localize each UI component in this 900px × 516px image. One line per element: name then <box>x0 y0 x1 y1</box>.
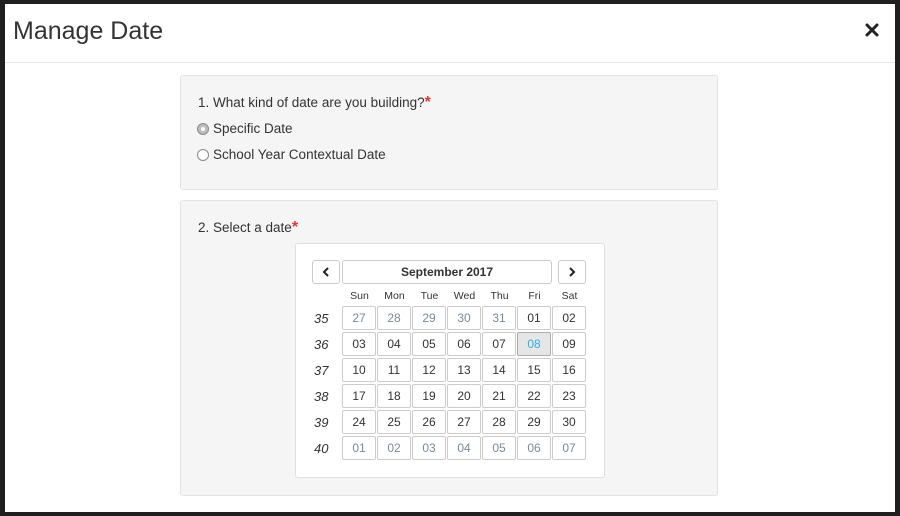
modal-header <box>5 4 895 63</box>
calendar-day[interactable]: 07 <box>552 436 586 460</box>
calendar-day[interactable]: 17 <box>342 384 376 408</box>
modal-title: Manage Date <box>13 17 164 45</box>
select-date-question-text: 2. Select a date <box>198 220 292 235</box>
radio-button-checked[interactable] <box>197 123 209 135</box>
calendar-week-row <box>312 410 587 434</box>
calendar-day[interactable]: 20 <box>447 384 481 408</box>
calendar-day[interactable]: 24 <box>342 410 376 434</box>
weekday-label: Wed <box>453 290 476 302</box>
calendar-day[interactable]: 10 <box>342 358 376 382</box>
calendar-day[interactable]: 13 <box>447 358 481 382</box>
week-number: 36 <box>314 336 329 352</box>
calendar-day[interactable]: 25 <box>377 410 411 434</box>
calendar-day[interactable]: 29 <box>517 410 551 434</box>
calendar-day[interactable]: 19 <box>412 384 446 408</box>
chevron-left-icon <box>321 267 331 277</box>
calendar-day[interactable]: 09 <box>552 332 586 356</box>
select-date-question <box>198 219 298 237</box>
week-number: 38 <box>314 388 329 404</box>
calendar-day[interactable]: 05 <box>482 436 516 460</box>
radio-label: Specific Date <box>213 121 293 136</box>
calendar-week-row <box>312 358 587 382</box>
required-mark: * <box>291 219 299 236</box>
weekday-label: Fri <box>528 290 541 302</box>
calendar-day-today[interactable]: 08 <box>517 332 551 356</box>
calendar-week-row <box>312 332 587 356</box>
calendar-day[interactable]: 15 <box>517 358 551 382</box>
calendar-week-row <box>312 384 587 408</box>
calendar-day[interactable]: 26 <box>412 410 446 434</box>
calendar-day[interactable]: 28 <box>377 306 411 330</box>
required-mark: * <box>424 94 431 111</box>
calendar-day[interactable]: 06 <box>447 332 481 356</box>
calendar-day[interactable]: 04 <box>447 436 481 460</box>
calendar-day[interactable]: 31 <box>482 306 516 330</box>
calendar-day[interactable]: 03 <box>412 436 446 460</box>
manage-date-modal <box>5 4 895 512</box>
date-kind-question-text: 1. What kind of date are you building? <box>198 95 425 110</box>
radio-specific-date[interactable] <box>197 121 293 136</box>
date-picker <box>295 243 605 478</box>
calendar-day[interactable]: 12 <box>412 358 446 382</box>
calendar-day[interactable]: 23 <box>552 384 586 408</box>
calendar-day[interactable]: 11 <box>377 358 411 382</box>
calendar-day[interactable]: 16 <box>552 358 586 382</box>
calendar-day[interactable]: 27 <box>342 306 376 330</box>
weekday-label: Mon <box>384 290 405 302</box>
week-number: 37 <box>314 362 329 378</box>
radio-button-unchecked[interactable] <box>197 149 209 161</box>
calendar-day[interactable]: 02 <box>377 436 411 460</box>
calendar-week-row <box>312 306 587 330</box>
week-number: 35 <box>314 310 329 326</box>
calendar-day[interactable]: 30 <box>447 306 481 330</box>
calendar-day[interactable]: 29 <box>412 306 446 330</box>
calendar-day[interactable]: 06 <box>517 436 551 460</box>
calendar-day[interactable]: 01 <box>517 306 551 330</box>
calendar-day[interactable]: 14 <box>482 358 516 382</box>
previous-month-button[interactable] <box>312 260 340 284</box>
calendar-day[interactable]: 22 <box>517 384 551 408</box>
radio-label: School Year Contextual Date <box>213 147 386 162</box>
close-icon[interactable] <box>865 23 879 37</box>
chevron-right-icon <box>567 267 577 277</box>
date-kind-question <box>198 94 431 112</box>
calendar-day[interactable]: 05 <box>412 332 446 356</box>
next-month-button[interactable] <box>558 260 586 284</box>
calendar-day[interactable]: 01 <box>342 436 376 460</box>
calendar-day[interactable]: 28 <box>482 410 516 434</box>
calendar-day[interactable]: 02 <box>552 306 586 330</box>
weekday-label: Sat <box>561 290 578 302</box>
weekday-label: Thu <box>490 290 509 302</box>
weekday-header <box>342 290 587 302</box>
calendar-day[interactable]: 27 <box>447 410 481 434</box>
calendar-day[interactable]: 30 <box>552 410 586 434</box>
date-kind-panel <box>180 75 718 190</box>
month-title-button[interactable]: September 2017 <box>342 260 552 284</box>
select-date-panel <box>180 200 718 496</box>
calendar-week-row <box>312 436 587 460</box>
weekday-label: Tue <box>420 290 439 302</box>
weekday-label: Sun <box>350 290 369 302</box>
calendar-day[interactable]: 18 <box>377 384 411 408</box>
calendar-day[interactable]: 03 <box>342 332 376 356</box>
week-number: 39 <box>314 414 329 430</box>
calendar-day[interactable]: 21 <box>482 384 516 408</box>
week-number: 40 <box>314 440 329 456</box>
radio-school-year-contextual-date[interactable] <box>197 147 386 162</box>
calendar-day[interactable]: 04 <box>377 332 411 356</box>
calendar-day[interactable]: 07 <box>482 332 516 356</box>
